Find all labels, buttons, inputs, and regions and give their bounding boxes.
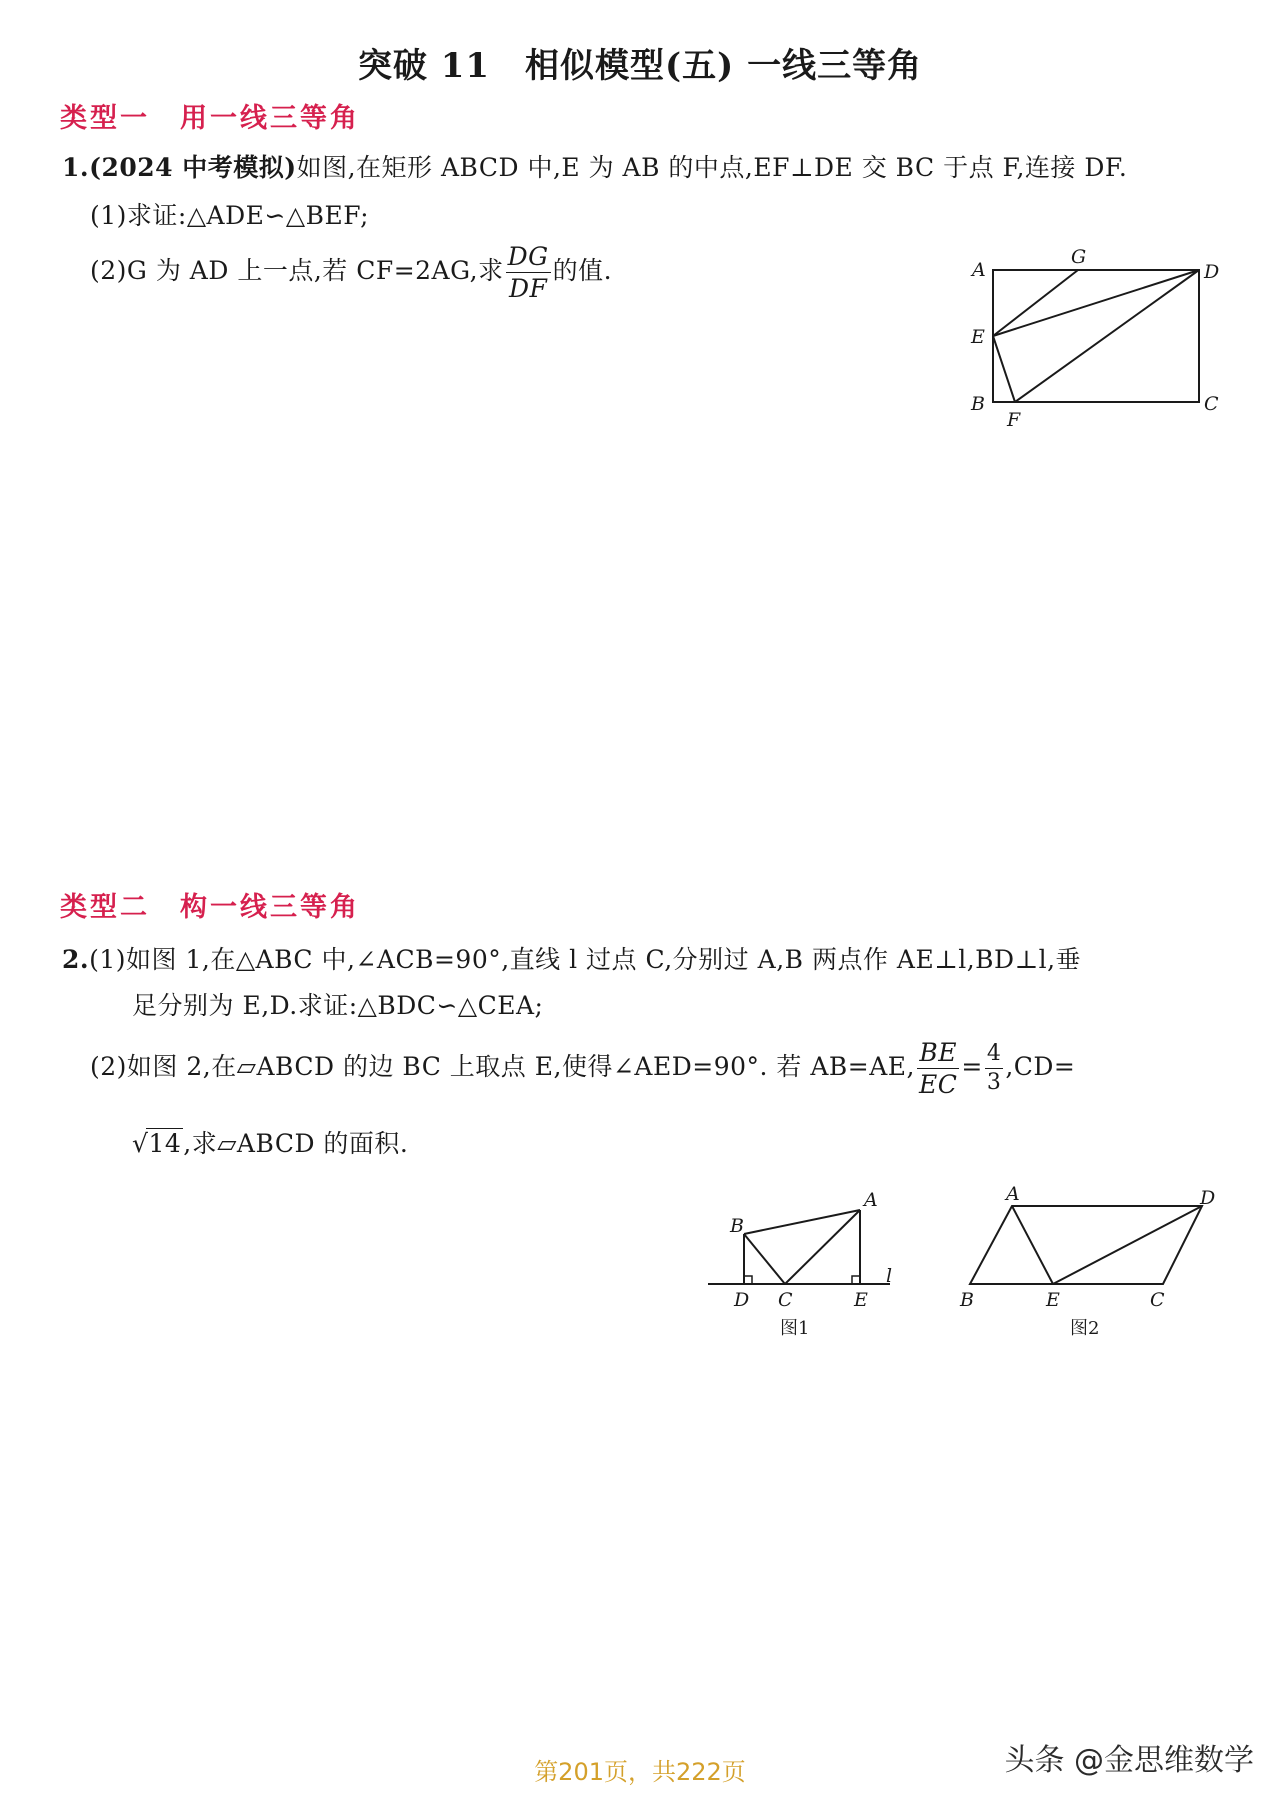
fraction-4-3 [985, 1043, 1004, 1094]
label-c: C [1150, 1289, 1165, 1311]
label-e: E [971, 326, 985, 348]
problem-2-part-1-line-1 [62, 940, 1081, 976]
section-2-heading: 类型二 构一线三等角 [60, 892, 360, 923]
label-a: A [1006, 1183, 1020, 1205]
problem-2-figure-1 [700, 1180, 900, 1340]
problem-1-part-2-prefix: (2)G 为 AD 上一点,若 CF=2AG,求 [90, 256, 504, 285]
problem-2-part-1-text: (1)如图 1,在△ABC 中,∠ACB=90°,直线 l 过点 C,分别过 A,B 两点作 AE⊥l,BD⊥l,垂 [89, 945, 1082, 974]
label-c: C [778, 1289, 793, 1311]
fraction-numerator: 4 [985, 1043, 1004, 1069]
problem-2-number: 2. [62, 945, 90, 974]
sqrt-radicand: 14 [148, 1129, 182, 1158]
segment-ed [993, 270, 1199, 336]
label-a: A [972, 259, 986, 281]
label-e: E [1046, 1289, 1060, 1311]
problem-1-stem-line [62, 148, 1127, 184]
equals-sign: = [961, 1052, 983, 1081]
parallelogram-abcd [970, 1206, 1202, 1284]
rectangle-abcd [993, 270, 1199, 402]
label-c: C [1204, 393, 1219, 415]
right-angle-e [852, 1276, 860, 1284]
segment-ef [993, 336, 1015, 402]
segment-fd [1015, 270, 1199, 402]
problem-1-stem: 如图,在矩形 ABCD 中,E 为 AB 的中点,EF⊥DE 交 BC 于点 F,连接 DF. [296, 153, 1128, 182]
problem-1-part-2-suffix: 的值. [552, 256, 613, 285]
label-a: A [864, 1189, 878, 1211]
problem-2-part-2-line-2 [132, 1124, 408, 1160]
fraction-denominator: EC [918, 1070, 958, 1099]
problem-2-part-2-suffix: ,CD= [1005, 1052, 1076, 1081]
segment-ca [785, 1210, 860, 1284]
fraction-dg-df [506, 244, 551, 301]
fraction-numerator: DG [507, 242, 549, 271]
problem-1-part-2 [90, 244, 612, 301]
problem-2-part-2-prefix: (2)如图 2,在▱ABCD 的边 BC 上取点 E,使得∠AED=90°. 若 AB=AE, [90, 1052, 915, 1081]
label-d: D [1200, 1187, 1216, 1209]
label-d: D [734, 1289, 750, 1311]
label-b: B [960, 1289, 974, 1311]
problem-1-source: (2024 中考模拟) [89, 153, 297, 182]
label-f: F [1007, 409, 1021, 431]
page-footer: 第201页，共222页 [534, 1758, 746, 1786]
watermark: 头条 @金思维数学 [1004, 1743, 1254, 1778]
label-l: l [886, 1265, 893, 1287]
sqrt-sign: √ [132, 1129, 149, 1158]
label-b: B [971, 393, 985, 415]
segment-ba [744, 1210, 860, 1234]
problem-2-figure-2 [950, 1180, 1216, 1340]
label-d: D [1204, 261, 1220, 283]
problem-1-figure [960, 240, 1230, 430]
segment-eg [993, 270, 1078, 336]
label-g: G [1071, 246, 1087, 268]
label-e: E [854, 1289, 868, 1311]
figure-2-caption: 图2 [1070, 1318, 1100, 1339]
problem-2-part-1-line-2: 足分别为 E,D.求证:△BDC∽△CEA; [132, 991, 544, 1020]
label-b: B [730, 1215, 744, 1237]
problem-1-number: 1. [62, 153, 90, 182]
fraction-numerator: BE [917, 1040, 959, 1069]
right-angle-d [744, 1276, 752, 1284]
fraction-be-ec [917, 1040, 959, 1097]
problem-2-part-2-line-2-suffix: ,求▱ABCD 的面积. [183, 1129, 409, 1158]
page-title: 突破 11 相似模型(五) 一线三等角 [357, 46, 923, 86]
segment-ae [1012, 1206, 1053, 1284]
figure-1-caption: 图1 [780, 1318, 810, 1339]
fraction-denominator: DF [508, 274, 548, 303]
fraction-denominator: 3 [986, 1070, 1002, 1095]
segment-ed [1053, 1206, 1202, 1284]
section-1-heading: 类型一 用一线三等角 [60, 103, 360, 134]
problem-2-part-2-line-1 [90, 1040, 1075, 1097]
problem-1-part-1: (1)求证:△ADE∽△BEF; [90, 201, 370, 230]
